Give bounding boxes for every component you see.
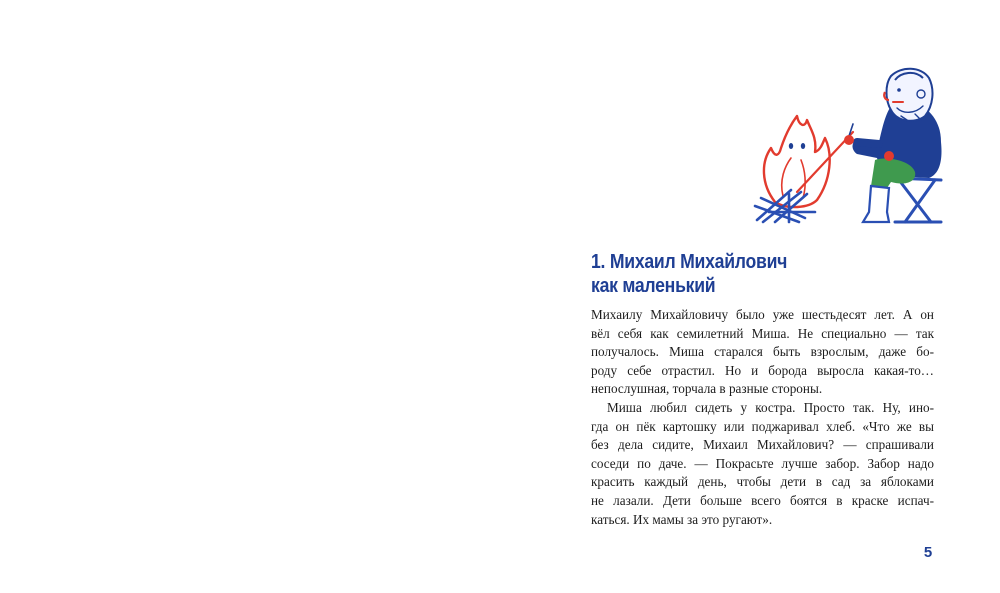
body-line: вёл себя как семилетний Миша. Не специально — так xyxy=(591,325,934,341)
chapter-body-text xyxy=(591,306,934,529)
chapter-title-line1: 1. Михаил Михайлович xyxy=(591,250,788,273)
body-line: Михаилу Михайловичу было уже шестьдесят лет. А он xyxy=(591,307,934,322)
body-line: получалось. Миша старался быть взрослым, даже бо- xyxy=(591,344,934,360)
chapter-title xyxy=(591,250,892,298)
body-line: роду себе отрастил. Но и борода выросла какая-то… xyxy=(591,362,934,378)
body-line: Миша любил сидеть у костра. Просто так. Ну, ино- xyxy=(607,399,934,415)
campfire-illustration xyxy=(745,62,945,232)
chapter-title-line2: как маленький xyxy=(591,274,716,297)
body-line: каться. Их мамы за это ругают». xyxy=(591,511,773,527)
body-line: непослушная, торчала в разные стороны. xyxy=(591,381,823,397)
body-line: гда он пёк картошку или поджаривал хлеб. «Что же вы xyxy=(591,418,934,434)
fire-eyes xyxy=(789,143,805,149)
folding-stool xyxy=(895,178,941,222)
body-line: не лазали. Дети больше всего боятся в краске испач- xyxy=(591,492,934,508)
body-line: красить каждый день, чтобы дети в сад за яблоками xyxy=(591,474,934,490)
body-line: соседи по даче. — Покрасьте лучше забор. Забор надо xyxy=(591,455,934,471)
fire-flame xyxy=(764,116,830,207)
body-line: без дела сидите, Михаил Михайлович? — спрашивали xyxy=(591,437,934,453)
page-number: 5 xyxy=(923,544,933,561)
